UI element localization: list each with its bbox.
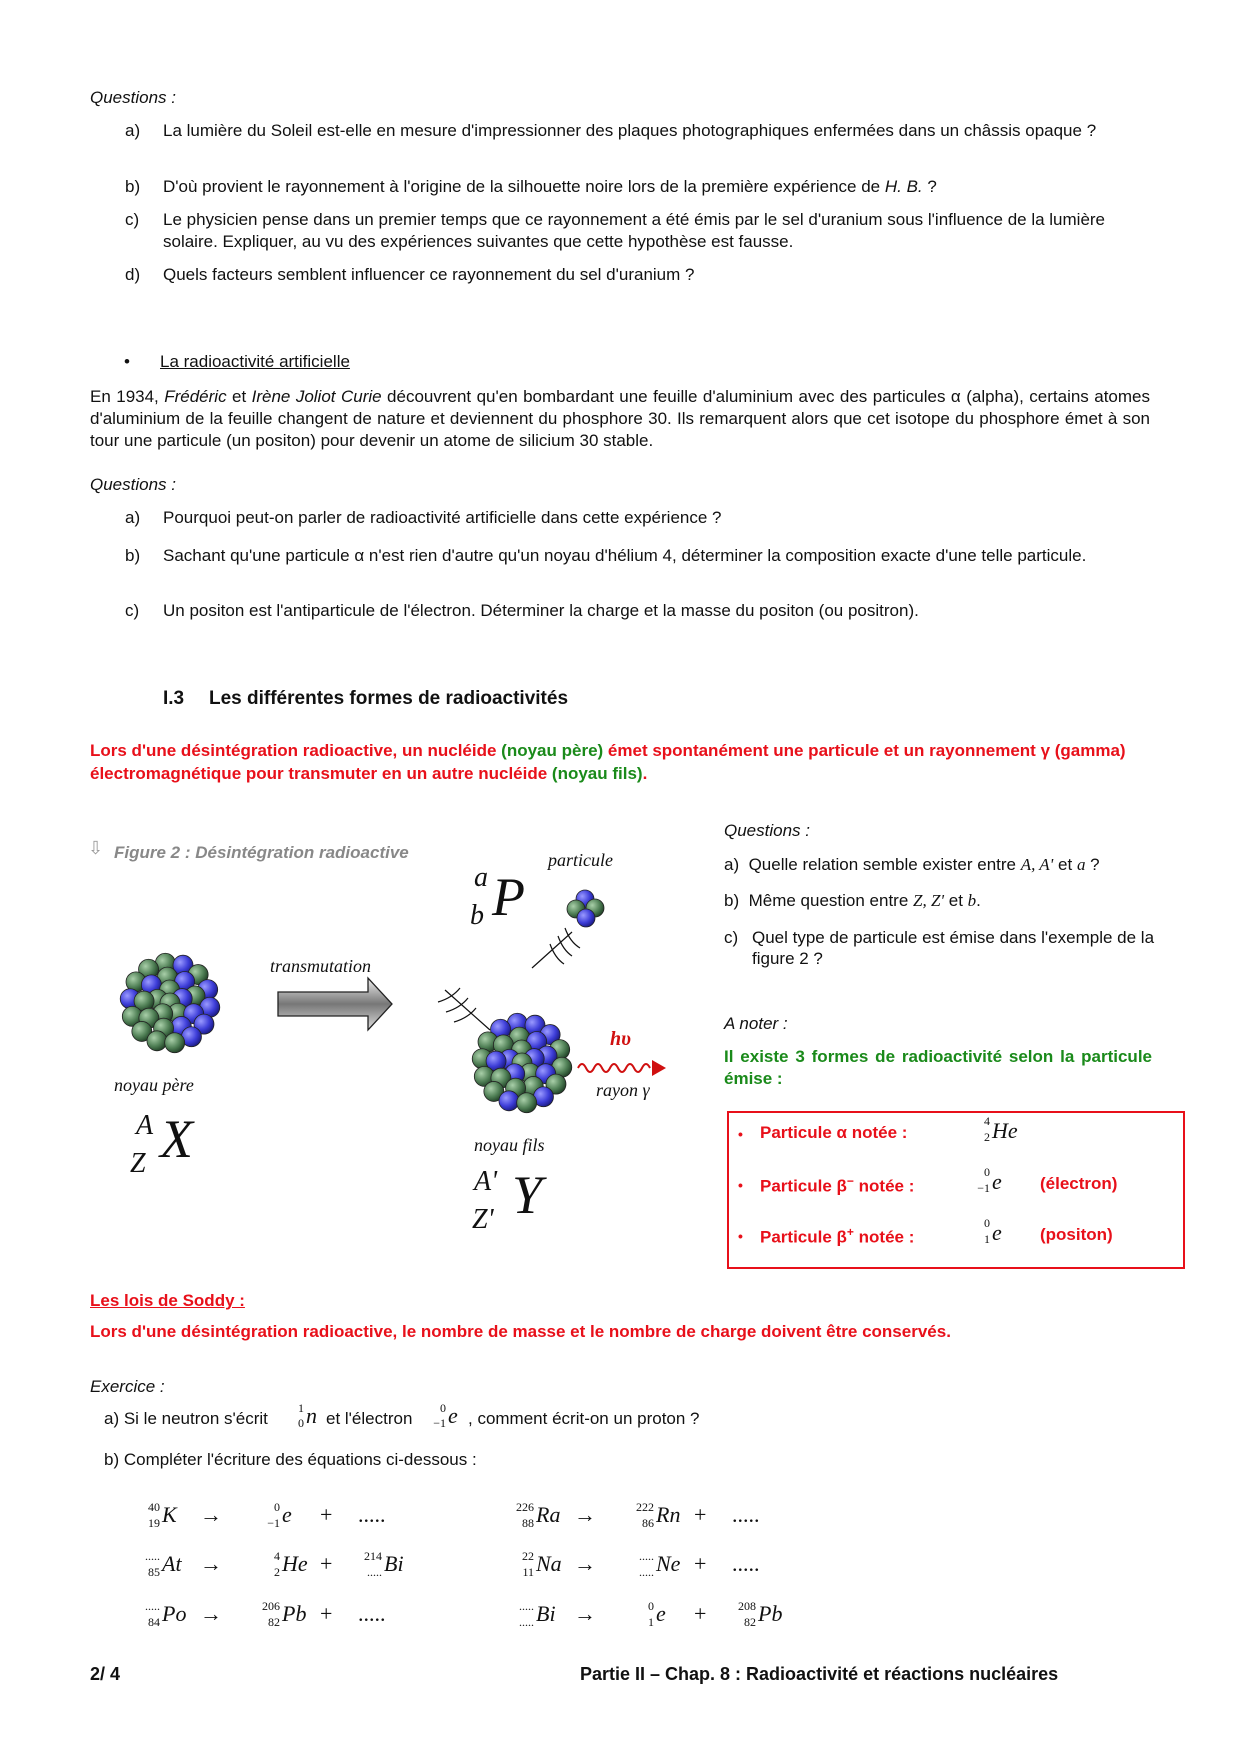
symbol-X-Z: Z: [130, 1148, 146, 1179]
paragraph-text: découvrent qu'en bombardant une feuille d'aluminium avec des particules α (alpha), certains atomes d'aluminium de la feuille changent de nature et deviennent du phosphore 30. Ils remarquent alors que cet isotope du phosphore émet à son tour une particule (un positon) pour devenir un atome de silicium 30 stable.: [90, 387, 1151, 450]
hv-label: hυ: [610, 1028, 631, 1050]
nuclide-Z: 86: [642, 1516, 654, 1530]
nuclide-A: 206: [262, 1599, 280, 1613]
name-frederic: Frédéric: [164, 387, 227, 406]
question-text: ?: [1085, 855, 1100, 874]
figure-caption: Figure 2 : Désintégration radioactive: [114, 843, 409, 862]
symbol-P-Z: b: [470, 900, 484, 931]
nuclide-symbol: e: [656, 1601, 666, 1626]
reaction-arrow: →: [574, 1502, 596, 1527]
nuclide-symbol: Ne: [656, 1551, 681, 1576]
nuclide-A: 0: [984, 1216, 990, 1230]
nuclide-symbol: e: [992, 1169, 1002, 1194]
section-heading-artificial: La radioactivité artificielle: [160, 352, 350, 371]
nuclide-symbol: He: [282, 1551, 308, 1576]
nuclide-A: 1: [298, 1401, 304, 1415]
definition-text: Lors d'une désintégration radioactive, un nucléide: [90, 741, 502, 760]
nuclide-Z: 1: [984, 1232, 990, 1246]
nucleon: [499, 1091, 519, 1111]
nuclide-Z: 82: [268, 1615, 280, 1629]
gamma-arrow-head: [652, 1060, 666, 1076]
question-label: b): [724, 891, 740, 910]
section-number: I.3: [163, 688, 185, 709]
question-text: .: [976, 891, 981, 910]
symbol-Y-A: A': [474, 1166, 498, 1197]
paragraph-text: et: [226, 387, 252, 406]
question-2a: [125, 507, 1140, 529]
nuclide: [256, 1599, 326, 1639]
nuclide-A: .....: [519, 1599, 534, 1613]
nuclide-A: 22: [522, 1549, 534, 1563]
exercise-title: Exercice :: [90, 1377, 165, 1396]
exercise-a: [104, 1401, 1004, 1439]
question-label: d): [125, 265, 141, 284]
chapter-footer: Partie II – Chap. 8 : Radioactivité et réactions nucléaires: [580, 1664, 1059, 1684]
type-label-sup: +: [846, 1225, 854, 1239]
nuclide-Z: 11: [522, 1565, 534, 1579]
type-label-text: notée :: [853, 1176, 915, 1196]
question-label: c): [125, 210, 140, 229]
definition-green: (noyau père): [501, 741, 604, 760]
question-2b: [125, 545, 1140, 567]
nuclide-Z: .....: [639, 1565, 654, 1579]
question-text: La lumière du Soleil est-elle en mesure d'impressionner des plaques photographiques enfermées dans un châssis opaque ?: [163, 121, 1097, 140]
question-var: a: [1076, 855, 1086, 874]
paragraph-text: En 1934,: [90, 387, 165, 406]
nuclide-A: 4: [984, 1114, 990, 1128]
nuclide-A: 208: [738, 1599, 756, 1613]
question-text: [163, 176, 1140, 198]
nuclide: [732, 1599, 802, 1639]
particule-label: particule: [548, 850, 613, 870]
nuclide-Z: 88: [522, 1516, 534, 1530]
blank-dots: .....: [732, 1551, 760, 1576]
question-label: a): [125, 508, 141, 527]
blank-dots: .....: [358, 1502, 386, 1527]
artificial-paragraph: [90, 386, 1150, 452]
reaction-arrow: →: [200, 1502, 222, 1527]
nuclide-A: 0: [984, 1165, 990, 1179]
nuclide-Z: 85: [148, 1565, 160, 1579]
nuclide: [136, 1599, 206, 1639]
question-label: a): [125, 121, 141, 140]
plus-sign: +: [320, 1551, 333, 1576]
nuclide: [630, 1549, 700, 1589]
nuclide-A: 226: [516, 1500, 534, 1514]
nuclide-alpha: [976, 1114, 1036, 1154]
nuclide-A: .....: [145, 1599, 160, 1613]
bullet: •: [124, 352, 130, 371]
type-bullet: •: [738, 1177, 743, 1193]
nuclide-symbol: Bi: [536, 1601, 556, 1626]
question-text: Un positon est l'antiparticule de l'électron. Déterminer la charge et la masse du positon (ou positron).: [163, 601, 919, 620]
nuclide-A: 0: [440, 1401, 446, 1415]
symbol-X-A: A: [136, 1110, 154, 1141]
type-bullet: •: [738, 1228, 743, 1244]
nuclide: [136, 1500, 206, 1540]
nuclide: [256, 1500, 326, 1540]
question-3a: [724, 855, 1100, 875]
question-text: Quelle relation semble exister entre: [748, 855, 1021, 874]
definition-green: (noyau fils): [551, 764, 643, 783]
nuclide-A: 40: [148, 1500, 160, 1514]
type-label-text: notée :: [853, 1227, 915, 1247]
question-text-part: D'où provient le rayonnement à l'origine de la silhouette noire lors de la première expérience de: [163, 177, 885, 196]
nuclide-A: .....: [639, 1549, 654, 1563]
exercise-b: b) Compléter l'écriture des équations ci-dessous :: [104, 1450, 477, 1469]
nuclide-Z: 2: [274, 1565, 280, 1579]
type-label-text: Particule β: [760, 1227, 847, 1247]
nuclide-Z: 84: [148, 1615, 160, 1629]
question-text: Sachant qu'une particule α n'est rien d'autre qu'un noyau d'hélium 4, déterminer la composition exacte d'une telle particule.: [163, 546, 1087, 565]
nuclide-symbol: Pb: [282, 1601, 307, 1626]
nuclide: [358, 1549, 428, 1589]
exercise-a-text: , comment écrit-on un proton ?: [468, 1409, 700, 1428]
nuclide-symbol: e: [448, 1403, 458, 1428]
question-var: b: [967, 891, 977, 910]
nuclide-electron: [428, 1401, 468, 1437]
type-label-sup: −: [846, 1174, 854, 1188]
nuclide: [256, 1549, 326, 1589]
reaction-arrow: →: [574, 1601, 596, 1626]
question-1b: [125, 176, 1140, 198]
arrow-down-icon: ⇩: [88, 838, 104, 858]
question-1a: [125, 120, 1140, 142]
reaction-arrow: →: [200, 1551, 222, 1576]
nuclide-Z: 2: [984, 1130, 990, 1144]
question-text: Pourquoi peut-on parler de radioactivité artificielle dans cette expérience ?: [163, 508, 722, 527]
question-label: c): [125, 601, 140, 620]
type-positon-note: (positon): [1040, 1225, 1113, 1244]
nucleus-father: [120, 953, 220, 1052]
nuclide-A: 0: [648, 1599, 654, 1613]
nuclide-Z: 1: [648, 1615, 654, 1629]
nuclide-Z: 19: [148, 1516, 160, 1530]
question-text: et: [944, 891, 968, 910]
symbol-P-A: a: [474, 862, 488, 893]
nuclide-A: 0: [274, 1500, 280, 1514]
nuclide-beta-plus: [976, 1216, 1036, 1256]
plus-sign: +: [320, 1502, 333, 1527]
nuclide-beta-minus: [976, 1165, 1036, 1205]
question-label: b): [125, 546, 141, 565]
question-1c: [125, 209, 1140, 253]
nuclide-Z: 0: [298, 1416, 304, 1430]
page-number: 2/ 4: [90, 1664, 121, 1684]
question-label: a): [724, 855, 740, 874]
transmutation-label: transmutation: [270, 956, 372, 976]
symbol-Y: Y: [512, 1165, 543, 1225]
nuclide: [136, 1549, 206, 1589]
nuclide-Z: −1: [267, 1516, 280, 1530]
nuclide-A: .....: [145, 1549, 160, 1563]
nuclide-Z: 82: [744, 1615, 756, 1629]
nuclide-A: 4: [274, 1549, 280, 1563]
particle-motion-lines: [532, 928, 580, 968]
alpha-particle: [567, 890, 604, 927]
nuclide-symbol: Bi: [384, 1551, 404, 1576]
plus-sign: +: [320, 1601, 333, 1626]
question-1d: [125, 264, 1140, 286]
section-title: Les différentes formes de radioactivités: [209, 688, 569, 709]
type-label-text: Particule β: [760, 1176, 847, 1196]
question-2c: [125, 600, 1140, 622]
nuclide-symbol: n: [306, 1403, 317, 1428]
definition-text: émet spontanément une particule et un rayonnement γ (gamma) électromagnétique pour transmuter en un autre nucléide: [90, 741, 1126, 783]
question-vars: Z, Z': [913, 891, 945, 910]
question-text-part: ?: [922, 177, 937, 196]
note-text: Il existe 3 formes de radioactivité selon la particule émise :: [724, 1047, 1152, 1088]
nuclide: [510, 1599, 580, 1639]
exercise-a-text: et l'électron: [326, 1409, 413, 1428]
reaction-arrow: →: [200, 1601, 222, 1626]
nuclide-symbol: Na: [536, 1551, 562, 1576]
type-alpha-label: Particule α notée :: [760, 1123, 908, 1142]
nuclide-symbol: At: [162, 1551, 182, 1576]
question-text-italic: H. B.: [884, 177, 923, 196]
definition-paragraph: [90, 739, 1160, 785]
nuclide-symbol: e: [992, 1220, 1002, 1245]
question-3b: [724, 891, 981, 911]
plus-sign: +: [694, 1502, 707, 1527]
question-text: Même question entre: [748, 891, 913, 910]
blank-dots: .....: [732, 1502, 760, 1527]
nuclide-symbol: K: [162, 1502, 177, 1527]
symbol-P: P: [492, 867, 525, 927]
nuclide-symbol: Ra: [536, 1502, 561, 1527]
soddy-title: Les lois de Soddy :: [90, 1291, 245, 1310]
questions-title-2: Questions :: [90, 475, 176, 494]
plus-sign: +: [694, 1601, 707, 1626]
son-motion-lines: [438, 988, 490, 1030]
question-text: Le physicien pense dans un premier temps que ce rayonnement a été émis par le sel d'uranium sous l'influence de la lumière solaire. Expliquer, au vu des expériences suivantes que cette hypothèse est fausse.: [163, 210, 1106, 251]
blank-dots: .....: [358, 1601, 386, 1626]
reaction-arrow: →: [574, 1551, 596, 1576]
nucleon: [517, 1093, 537, 1113]
rayon-gamma-label: rayon γ: [596, 1080, 650, 1100]
noyau-pere-label: noyau père: [114, 1075, 194, 1095]
exercise-a-text: a) Si le neutron s'écrit: [104, 1409, 268, 1428]
nuclide: [630, 1599, 700, 1639]
nuclide: [510, 1500, 580, 1540]
type-bullet: •: [738, 1126, 743, 1142]
gamma-wave: [578, 1064, 650, 1072]
nuclide-symbol: e: [282, 1502, 292, 1527]
decay-figure: [100, 860, 720, 1280]
question-text: et: [1053, 855, 1077, 874]
type-electron-note: (électron): [1040, 1174, 1118, 1193]
nuclide-A: 222: [636, 1500, 654, 1514]
nuclide-symbol: Po: [162, 1601, 187, 1626]
nuclide-Z: .....: [367, 1565, 382, 1579]
name-irene: Irène Joliot Curie: [251, 387, 382, 406]
nuclide-Z: −1: [433, 1416, 446, 1430]
nuclide-A: 214: [364, 1549, 382, 1563]
symbol-Y-Z: Z': [472, 1204, 494, 1235]
type-beta-minus-label: [760, 1174, 914, 1197]
symbol-X: X: [160, 1109, 193, 1169]
transmutation-arrow: [278, 978, 392, 1030]
question-text: Quel type de particule est émise dans l'exemple de la figure 2 ?: [752, 928, 1155, 968]
plus-sign: +: [694, 1551, 707, 1576]
noyau-fils-label: noyau fils: [474, 1135, 545, 1155]
questions-title-1: Questions :: [90, 88, 176, 107]
nuclide-symbol: Pb: [758, 1601, 783, 1626]
question-text: Quels facteurs semblent influencer ce rayonnement du sel d'uranium ?: [163, 265, 695, 284]
question-3c: [724, 927, 1164, 969]
nucleon: [165, 1033, 185, 1053]
type-beta-plus-label: [760, 1225, 914, 1248]
nuclide: [510, 1549, 580, 1589]
soddy-text: Lors d'une désintégration radioactive, le nombre de masse et le nombre de charge doivent être conservés.: [90, 1322, 951, 1341]
nuclide-symbol: Rn: [656, 1502, 681, 1527]
note-title: A noter :: [724, 1014, 788, 1033]
definition-text: .: [642, 764, 648, 783]
nuclide-Z: .....: [519, 1615, 534, 1629]
nuclide-symbol: He: [992, 1118, 1018, 1143]
question-label: b): [125, 177, 141, 196]
questions-title-3: Questions :: [724, 821, 810, 840]
nuclide: [630, 1500, 700, 1540]
question-label: c): [724, 928, 739, 947]
nuclide-Z: −1: [977, 1181, 990, 1195]
question-vars: A, A': [1020, 855, 1054, 874]
nucleon: [147, 1031, 167, 1051]
